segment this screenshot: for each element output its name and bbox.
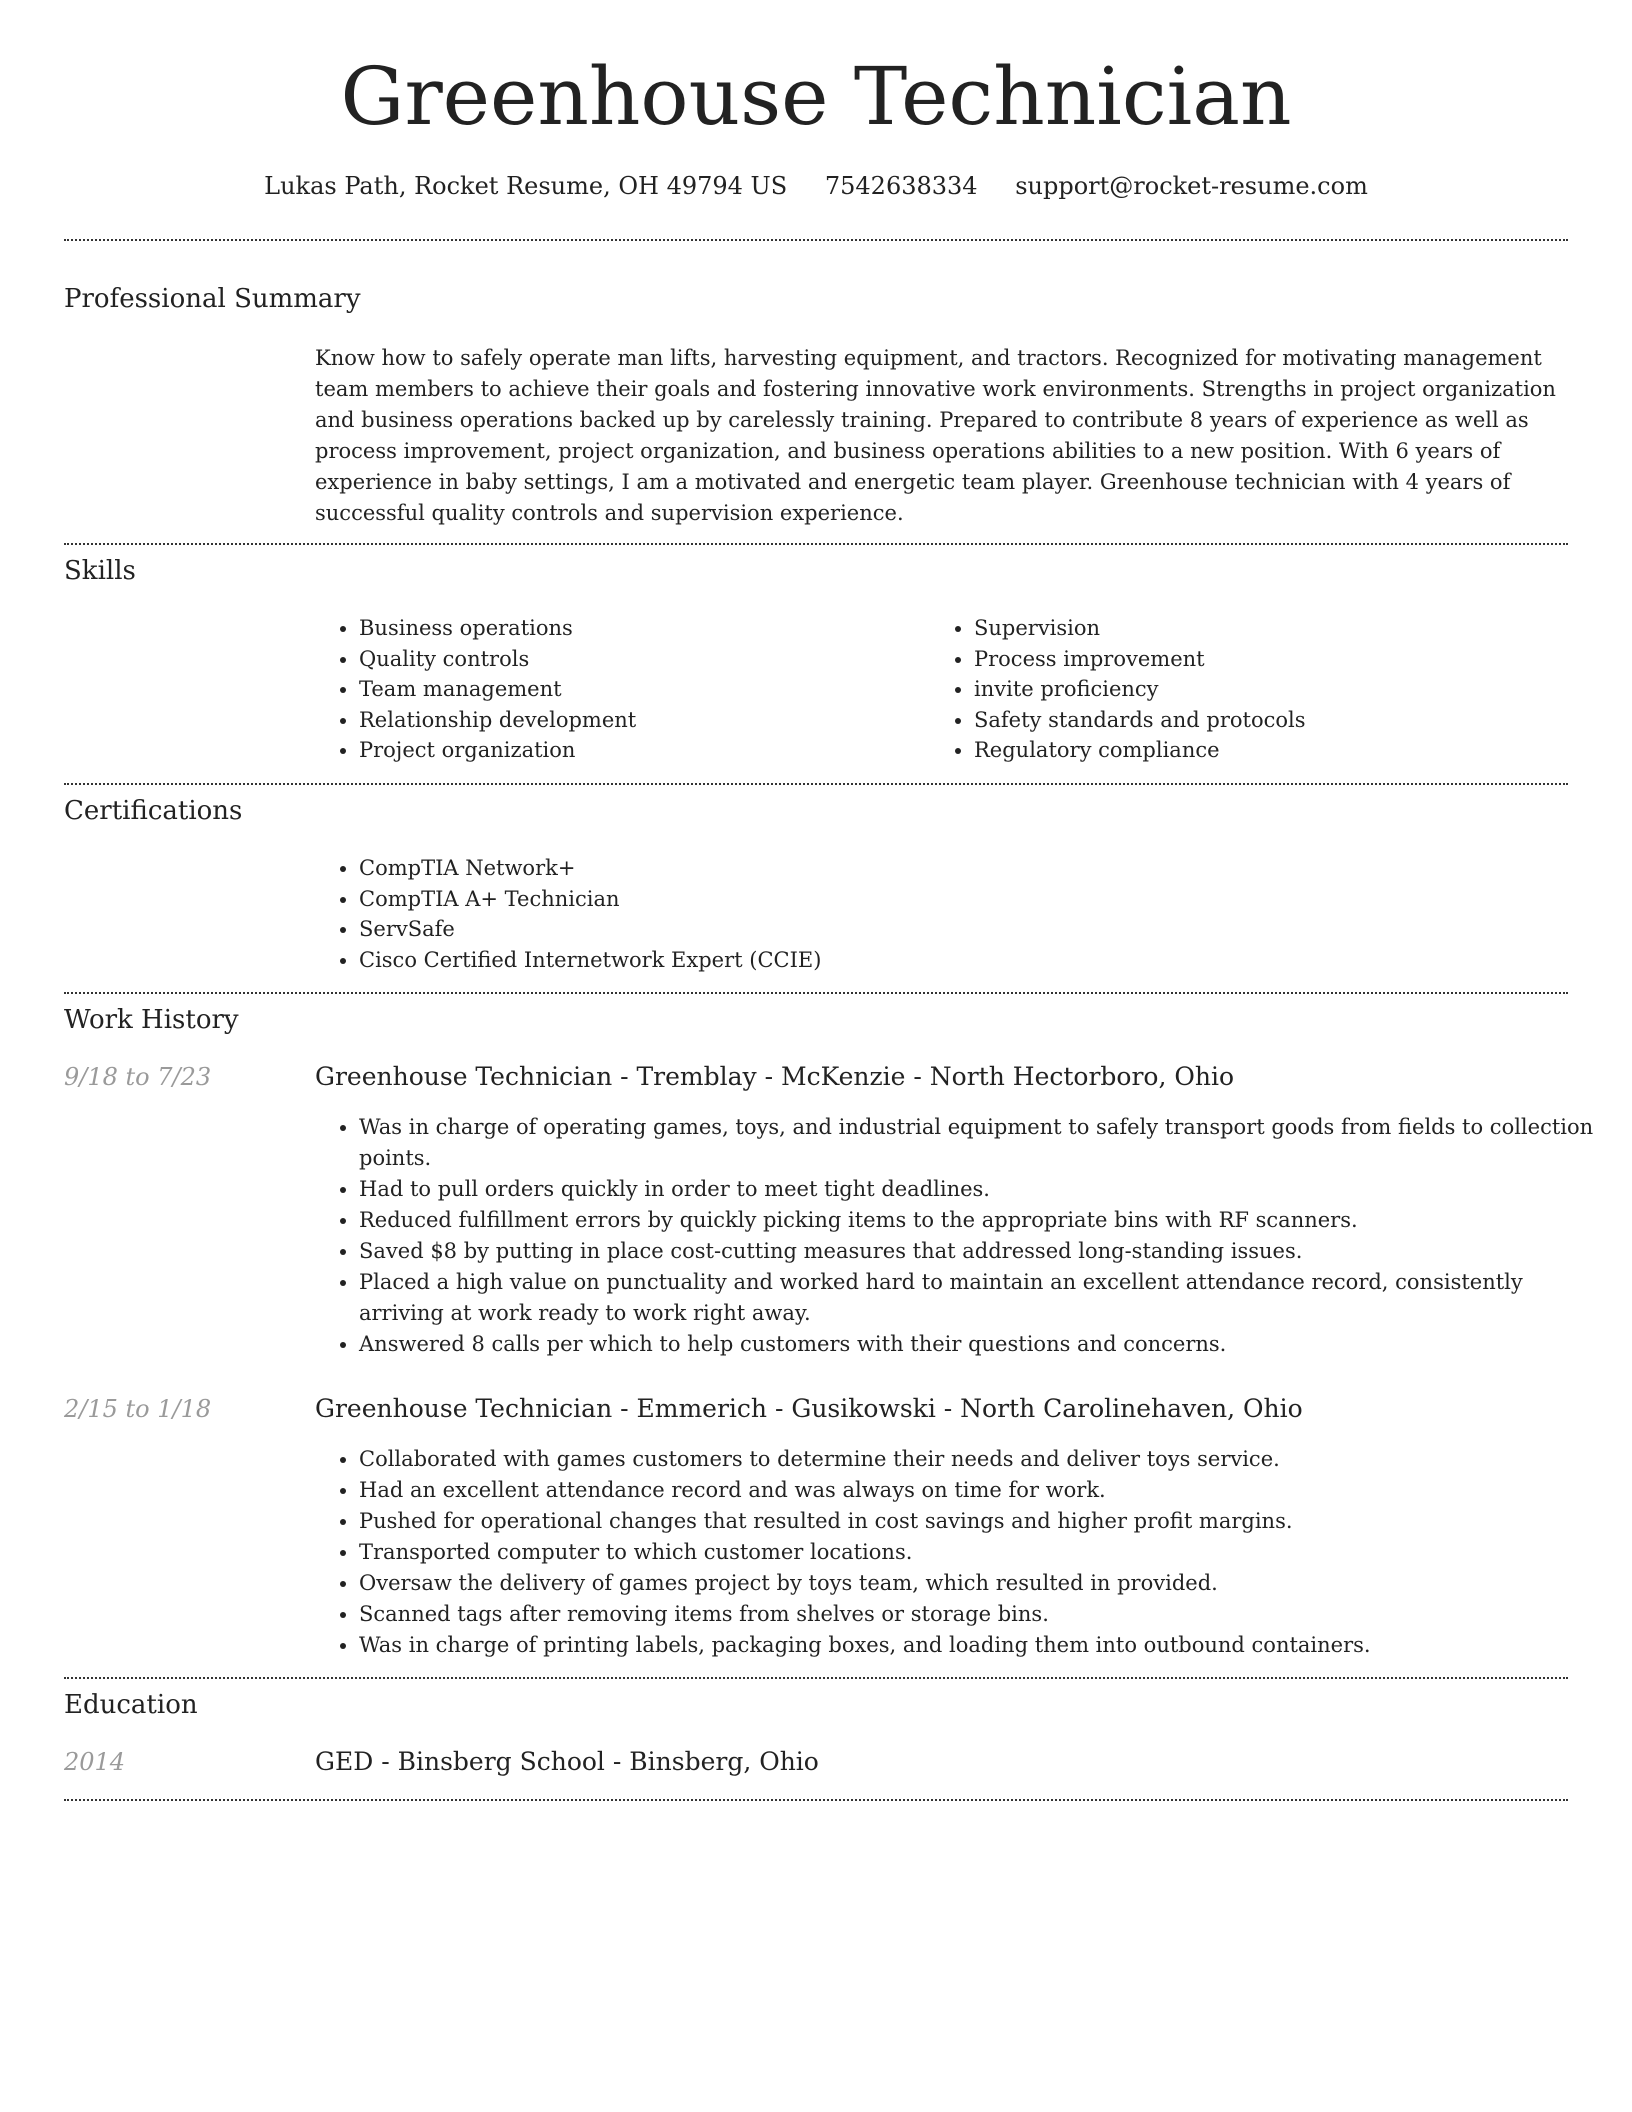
- skill-item: • Quality controls: [359, 644, 919, 675]
- contact-line: [0, 172, 1632, 200]
- skill-item: • Process improvement: [974, 644, 1574, 675]
- skill-item: • Safety standards and protocols: [974, 705, 1574, 736]
- job-title: Greenhouse Technician - Tremblay - McKenzie - North Hectorboro, Ohio: [315, 1062, 1235, 1091]
- certification-item: • Cisco Certified Internetwork Expert (CCIE): [359, 945, 1559, 976]
- job-dates: 9/18 to 7/23: [64, 1063, 212, 1091]
- skill-item: • Business operations: [359, 613, 919, 644]
- certification-item: • CompTIA A+ Technician: [359, 884, 1559, 915]
- job-bullet: • Pushed for operational changes that resulted in cost savings and higher profit margins.: [359, 1506, 1611, 1537]
- divider: [64, 1799, 1568, 1801]
- skill-item: • Supervision: [974, 613, 1574, 644]
- certifications-heading: Certifications: [64, 796, 243, 826]
- divider: [64, 1677, 1568, 1679]
- skill-item: • Regulatory compliance: [974, 735, 1574, 766]
- job-bullet: • Was in charge of operating games, toys, and industrial equipment to safely transport goods from fields to collection points.: [359, 1112, 1611, 1174]
- certifications-list: [315, 853, 1559, 975]
- contact-address: Lukas Path, Rocket Resume, OH 49794 US: [264, 172, 788, 200]
- certification-item: • CompTIA Network+: [359, 853, 1559, 884]
- job-bullet: • Answered 8 calls per which to help customers with their questions and concerns.: [359, 1329, 1611, 1360]
- skills-list-left: [315, 613, 919, 766]
- job-bullet: • Was in charge of printing labels, packaging boxes, and loading them into outbound containers.: [359, 1630, 1611, 1661]
- job-bullet: • Had to pull orders quickly in order to meet tight deadlines.: [359, 1174, 1611, 1205]
- skill-item: • Relationship development: [359, 705, 919, 736]
- job-bullet: • Scanned tags after removing items from shelves or storage bins.: [359, 1599, 1611, 1630]
- summary-text: Know how to safely operate man lifts, harvesting equipment, and tractors. Recognized for motivating management team members to achieve their goals and fostering innovative work environments. Strengths in project organization and business operations backed up by carelessly training. Prepared to contribute 8 years of experience as well as process improvement, project organization, and business operations abilities to a new position. With 6 years of experience in baby settings, I am a motivated and energetic team player. Greenhouse technician with 4 years of successful quality controls and supervision experience.: [315, 346, 1556, 525]
- job-dates: 2/15 to 1/18: [64, 1395, 212, 1423]
- education-year: 2014: [64, 1748, 126, 1776]
- work-history-heading: Work History: [64, 1005, 239, 1035]
- skill-item: • invite proficiency: [974, 674, 1574, 705]
- job-bullet: • Reduced fulfillment errors by quickly picking items to the appropriate bins with RF scanners.: [359, 1205, 1611, 1236]
- job-bullet: • Transported computer to which customer locations.: [359, 1537, 1611, 1568]
- skill-item: • Team management: [359, 674, 919, 705]
- job-bullet: • Saved $8 by putting in place cost-cutting measures that addressed long-standing issues.: [359, 1236, 1611, 1267]
- divider: [64, 239, 1568, 241]
- skill-item: • Project organization: [359, 735, 919, 766]
- divider: [64, 543, 1568, 545]
- contact-email: support@rocket-resume.com: [1015, 172, 1368, 200]
- divider: [64, 783, 1568, 785]
- skills-heading: Skills: [64, 556, 136, 586]
- certification-item: • ServSafe: [359, 914, 1559, 945]
- divider: [64, 992, 1568, 994]
- skills-list-right: [930, 613, 1574, 766]
- resume-title: Greenhouse Technician: [340, 50, 1292, 143]
- job-bullets: [315, 1112, 1611, 1360]
- education-degree: GED - Binsberg School - Binsberg, Ohio: [315, 1747, 819, 1776]
- education-heading: Education: [64, 1690, 198, 1720]
- job-bullet: • Collaborated with games customers to determine their needs and deliver toys service.: [359, 1444, 1611, 1475]
- job-bullet: • Had an excellent attendance record and was always on time for work.: [359, 1475, 1611, 1506]
- job-bullet: • Placed a high value on punctuality and worked hard to maintain an excellent attendance record, consistently arriving at work ready to work right away.: [359, 1267, 1611, 1329]
- job-bullets: [315, 1444, 1611, 1661]
- contact-phone: 7542638334: [824, 172, 978, 200]
- job-title: Greenhouse Technician - Emmerich - Gusikowski - North Carolinehaven, Ohio: [315, 1394, 1303, 1423]
- job-bullet: • Oversaw the delivery of games project by toys team, which resulted in provided.: [359, 1568, 1611, 1599]
- summary-heading: Professional Summary: [64, 284, 361, 314]
